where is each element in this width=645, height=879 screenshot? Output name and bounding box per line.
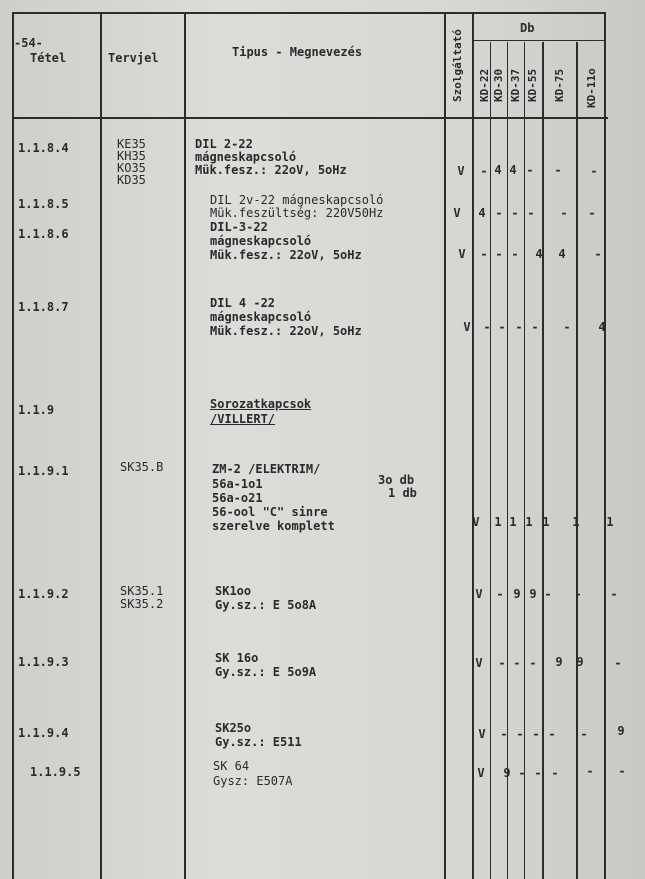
col-divider-tervjel xyxy=(184,12,186,879)
col-divider-kd110 xyxy=(576,42,578,879)
row-db-kd22: - xyxy=(498,656,506,670)
row-db-kd37: - xyxy=(529,656,537,670)
row-tervjel: SK35.B xyxy=(120,460,164,474)
row-db-kd37: - xyxy=(511,247,519,261)
row-desc: DIL 4 -22 xyxy=(210,296,276,310)
row-szolg: V xyxy=(453,206,461,220)
row-db-kd30: 9 xyxy=(513,587,521,601)
row-desc: 56a-1o1 xyxy=(212,477,263,491)
row-db-kd55: - xyxy=(548,727,556,741)
row-db-kd55: - xyxy=(527,206,535,220)
row-db-kd110: 9 xyxy=(617,724,625,738)
row-db-kd75: - xyxy=(574,587,582,601)
right-border xyxy=(604,12,606,879)
row-desc: mágneskapcsoló xyxy=(195,150,297,164)
row-szolg: V xyxy=(472,515,480,529)
row-tervjel: KD35 xyxy=(117,173,146,187)
row-db-kd55: 4 xyxy=(535,247,543,261)
header-szolgaltato: Szolgáltató xyxy=(451,29,464,102)
col-divider-kd75 xyxy=(542,42,544,879)
row-db-kd110: - xyxy=(610,587,618,601)
row-tervjel: KE35 xyxy=(117,137,146,151)
row-desc: SK 16o xyxy=(215,651,259,665)
row-db-kd55: 1 xyxy=(542,515,550,529)
row-desc: szerelve komplett xyxy=(212,519,335,533)
row-db-kd75: - xyxy=(563,320,571,334)
db-header-divider xyxy=(473,40,605,41)
row-db-kd75: 1 xyxy=(572,515,580,529)
row-db-kd55: 9 xyxy=(555,655,563,669)
header-kd22: KD-22 xyxy=(478,68,491,102)
row-db-kd37: 1 xyxy=(525,515,533,529)
row-tetel: 1.1.8.5 xyxy=(18,197,69,211)
row-db-kd55: - xyxy=(526,163,534,177)
row-desc: DIL-3-22 xyxy=(210,220,268,234)
row-db-kd30: - xyxy=(498,320,506,334)
header-kd30: KD-30 xyxy=(492,68,505,102)
row-desc: SK 64 xyxy=(213,759,250,773)
row-db-kd22: - xyxy=(480,247,488,261)
row-tetel: 1.1.8.6 xyxy=(18,227,69,241)
row-szolg: V xyxy=(475,656,483,670)
row-tetel: 1.1.9.4 xyxy=(18,726,69,740)
row-desc: Gysz: E507A xyxy=(213,774,293,788)
row-szolg: V xyxy=(475,587,483,601)
row-tervjel: SK35.1 xyxy=(120,584,164,598)
row-tetel: 1.1.9.3 xyxy=(18,655,69,669)
row-db-kd37: - xyxy=(534,766,542,780)
row-db-kd37: 9 xyxy=(529,587,537,601)
row-tetel: 1.1.9.2 xyxy=(18,587,69,601)
header-kd110: KD-11o xyxy=(585,68,598,108)
row-db-kd22: - xyxy=(496,587,504,601)
row-db-kd30: - xyxy=(513,656,521,670)
row-tetel: 1.1.8.4 xyxy=(18,141,69,155)
col-divider-tetel xyxy=(100,12,102,879)
row-tervjel: KH35 xyxy=(117,149,146,163)
row-db-kd30: 1 xyxy=(509,515,517,529)
row-db-kd22: 1 xyxy=(494,515,502,529)
section-title: Sorozatkapcsok xyxy=(210,397,312,411)
row-tetel: 1.1.9 xyxy=(18,403,55,417)
row-desc: 56a-o21 xyxy=(212,491,263,505)
row-db-kd22: 4 xyxy=(478,206,486,220)
row-desc: SK1oo xyxy=(215,584,252,598)
section-subtitle: /VILLERT/ xyxy=(210,412,276,426)
row-db-kd37: - xyxy=(511,206,519,220)
row-szolg: V xyxy=(457,164,465,178)
header-tetel: Tétel xyxy=(30,51,67,65)
row-szolg: V xyxy=(463,320,471,334)
row-desc: mágneskapcsoló xyxy=(210,310,312,324)
row-desc: ZM-2 /ELEKTRIM/ xyxy=(212,462,321,476)
row-db-kd22: - xyxy=(483,320,491,334)
row-db-kd75: 4 xyxy=(558,247,566,261)
row-db-kd110: 4 xyxy=(598,320,606,334)
row-db-kd30: - xyxy=(495,247,503,261)
header-kd37: KD-37 xyxy=(509,68,522,102)
row-desc: 56-ool "C" sinre xyxy=(212,505,328,519)
row-db-kd55: - xyxy=(531,320,539,334)
row-qty: 3o db xyxy=(378,473,415,487)
row-db-kd110: - xyxy=(618,764,626,778)
row-db-kd30: 4 xyxy=(494,163,502,177)
row-szolg: V xyxy=(458,247,466,261)
row-tetel: 1.1.8.7 xyxy=(18,300,69,314)
row-desc: Mük.feszültség: 220V50Hz xyxy=(210,206,384,220)
page-number: -54- xyxy=(14,36,43,50)
row-tetel: 1.1.9.1 xyxy=(18,464,69,478)
row-desc: Mük.fesz.: 22oV, 5oHz xyxy=(195,163,347,177)
row-db-kd75: 9 xyxy=(576,655,584,669)
row-desc: Mük.fesz.: 22oV, 5oHz xyxy=(210,324,362,338)
row-db-kd30: - xyxy=(518,766,526,780)
row-db-kd110: - xyxy=(614,656,622,670)
row-db-kd75: - xyxy=(554,163,562,177)
row-db-kd22: - xyxy=(500,727,508,741)
row-db-kd37: - xyxy=(532,727,540,741)
row-szolg: V xyxy=(477,766,485,780)
row-db-kd110: - xyxy=(590,164,598,178)
row-db-kd55: - xyxy=(544,587,552,601)
header-kd75: KD-75 xyxy=(553,68,566,102)
header-tipus-megnevezes: Tipus - Megnevezés xyxy=(232,45,363,59)
row-db-kd75: - xyxy=(560,206,568,220)
row-db-kd55: - xyxy=(551,766,559,780)
row-desc: Gy.sz.: E511 xyxy=(215,735,302,749)
row-desc: mágneskapcsoló xyxy=(210,234,312,248)
row-db-kd30: - xyxy=(516,727,524,741)
col-divider-tipus xyxy=(444,12,446,879)
row-desc: SK25o xyxy=(215,721,252,735)
row-db-kd110: - xyxy=(594,247,602,261)
row-db-kd22: 9 xyxy=(503,766,511,780)
row-desc: Mük.fesz.: 22oV, 5oHz xyxy=(210,248,362,262)
row-db-kd110: - xyxy=(588,206,596,220)
row-db-kd37: 4 xyxy=(509,163,517,177)
row-db-kd110: 1 xyxy=(606,515,614,529)
row-db-kd22: - xyxy=(480,164,488,178)
row-db-kd37: - xyxy=(515,320,523,334)
row-db-kd30: - xyxy=(495,206,503,220)
header-kd55: KD-55 xyxy=(526,68,539,102)
row-tervjel: SK35.2 xyxy=(120,597,164,611)
col-divider-szolg xyxy=(472,12,474,879)
row-qty: 1 db xyxy=(388,486,417,500)
row-desc: Gy.sz.: E 5o9A xyxy=(215,665,317,679)
header-tervjel: Tervjel xyxy=(108,51,159,65)
row-tervjel: KO35 xyxy=(117,161,146,175)
row-desc: Gy.sz.: E 5o8A xyxy=(215,598,317,612)
row-szolg: V xyxy=(478,727,486,741)
row-db-kd75: - xyxy=(586,764,594,778)
row-desc: DIL 2-22 xyxy=(195,137,253,151)
row-db-kd75: - xyxy=(580,727,588,741)
left-border xyxy=(12,12,14,879)
header-db: Db xyxy=(520,21,535,35)
row-desc: DIL 2v-22 mágneskapcsoló xyxy=(210,193,384,207)
row-tetel: 1.1.9.5 xyxy=(30,765,81,779)
